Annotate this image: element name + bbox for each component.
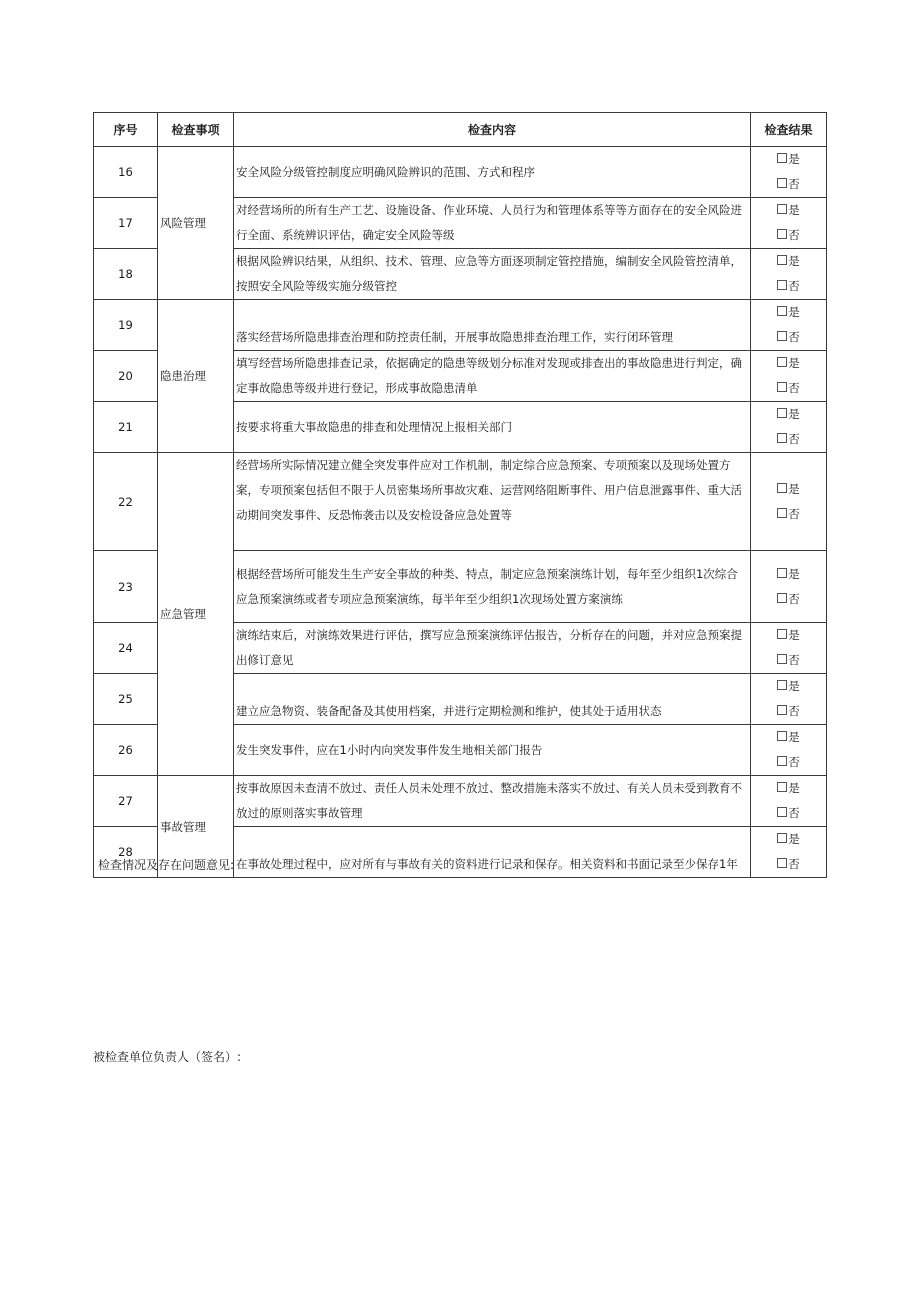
inspection-table: [93, 112, 827, 878]
checkbox-icon: [777, 255, 787, 265]
checkbox-icon: [777, 508, 787, 518]
category-cell: 事故管理: [158, 776, 234, 878]
yes-label: 是: [788, 679, 800, 693]
yes-checkbox[interactable]: [751, 249, 826, 274]
row-content: 发生突发事件，应在1小时内向突发事件发生地相关部门报告: [234, 725, 751, 776]
row-content: 根据风险辨识结果，从组织、技术、管理、应急等方面逐项制定管控措施，编制安全风险管控清单，按照安全风险等级实施分级管控: [234, 249, 751, 300]
yes-label: 是: [788, 481, 800, 496]
checkbox-icon: [777, 731, 787, 741]
no-label: 否: [788, 330, 800, 344]
yes-checkbox[interactable]: [751, 147, 826, 172]
row-content: 填写经营场所隐患排查记录，依据确定的隐患等级划分标准对发现或排查出的事故隐患进行判定，确定事故隐患等级并进行登记，形成事故隐患清单: [234, 351, 751, 402]
checkbox-icon: [777, 306, 787, 316]
no-checkbox[interactable]: [751, 172, 826, 197]
row-no: 18: [94, 249, 158, 300]
row-no: 16: [94, 147, 158, 198]
yes-label: 是: [788, 305, 800, 319]
yes-label: 是: [788, 730, 800, 744]
yes-label: 是: [788, 203, 800, 217]
row-no: 24: [94, 623, 158, 674]
result-cell: [751, 198, 827, 249]
no-checkbox[interactable]: [751, 325, 826, 350]
yes-checkbox[interactable]: [751, 623, 826, 648]
result-cell: [751, 776, 827, 827]
row-content: 落实经营场所隐患排查治理和防控责任制，开展事故隐患排查治理工作，实行闭环管理: [234, 300, 751, 351]
yes-label: 是: [788, 628, 800, 642]
table-row: [94, 147, 827, 198]
checkbox-icon: [777, 153, 787, 163]
table-row: [94, 776, 827, 827]
no-label: 否: [788, 228, 800, 242]
yes-checkbox[interactable]: [751, 562, 826, 587]
yes-checkbox[interactable]: [751, 300, 826, 325]
table-header-row: [94, 113, 827, 147]
no-checkbox[interactable]: [751, 750, 826, 775]
category-cell: 隐患治理: [158, 300, 234, 453]
result-cell: [751, 351, 827, 402]
no-checkbox[interactable]: [751, 274, 826, 299]
checkbox-icon: [777, 229, 787, 239]
no-checkbox[interactable]: [751, 502, 826, 527]
no-checkbox[interactable]: [751, 699, 826, 724]
category-cell: 风险管理: [158, 147, 234, 300]
no-label: 否: [788, 506, 800, 521]
no-checkbox[interactable]: [751, 376, 826, 401]
result-cell: [751, 249, 827, 300]
yes-checkbox[interactable]: [751, 674, 826, 699]
result-cell: [751, 674, 827, 725]
no-label: 否: [788, 177, 800, 191]
row-no: 22: [94, 453, 158, 551]
checkbox-icon: [777, 756, 787, 766]
row-no: 17: [94, 198, 158, 249]
no-checkbox[interactable]: [751, 852, 826, 877]
row-no: 19: [94, 300, 158, 351]
header-category: 检查事项: [158, 113, 234, 147]
checkbox-icon: [777, 483, 787, 493]
checkbox-icon: [777, 433, 787, 443]
checkbox-icon: [777, 782, 787, 792]
no-label: 否: [788, 591, 800, 606]
result-cell: [751, 827, 827, 878]
no-checkbox[interactable]: [751, 223, 826, 248]
no-label: 否: [788, 857, 800, 871]
signature-label: 被检查单位负责人（签名）:: [93, 1050, 242, 1064]
yes-label: 是: [788, 356, 800, 370]
row-no: 27: [94, 776, 158, 827]
row-content: 在事故处理过程中，应对所有与事故有关的资料进行记录和保存。相关资料和书面记录至少保存1年: [234, 827, 751, 878]
checkbox-icon: [777, 382, 787, 392]
no-label: 否: [788, 381, 800, 395]
row-no: 23: [94, 551, 158, 623]
checkbox-icon: [777, 807, 787, 817]
header-content: 检查内容: [234, 113, 751, 147]
header-result: 检查结果: [751, 113, 827, 147]
checkbox-icon: [777, 858, 787, 868]
result-cell: [751, 623, 827, 674]
yes-label: 是: [788, 566, 800, 581]
checkbox-icon: [777, 178, 787, 188]
checkbox-icon: [777, 680, 787, 690]
checkbox-icon: [777, 280, 787, 290]
checkbox-icon: [777, 629, 787, 639]
row-no: 21: [94, 402, 158, 453]
row-content: 按事故原因未查清不放过、责任人员未处理不放过、整改措施未落实不放过、有关人员未受到教育不放过的原则落实事故管理: [234, 776, 751, 827]
yes-label: 是: [788, 407, 800, 421]
yes-label: 是: [788, 832, 800, 846]
table-row: [94, 300, 827, 351]
checkbox-icon: [777, 705, 787, 715]
yes-label: 是: [788, 781, 800, 795]
row-content: 按要求将重大事故隐患的排查和处理情况上报相关部门: [234, 402, 751, 453]
no-checkbox[interactable]: [751, 587, 826, 612]
checkbox-icon: [777, 408, 787, 418]
no-label: 否: [788, 806, 800, 820]
yes-checkbox[interactable]: [751, 402, 826, 427]
checkbox-icon: [777, 204, 787, 214]
row-content: 根据经营场所可能发生生产安全事故的种类、特点，制定应急预案演练计划，每年至少组织1次综合应急预案演练或者专项应急预案演练，每半年至少组织1次现场处置方案演练: [234, 551, 751, 623]
row-content: 建立应急物资、装备配备及其使用档案，并进行定期检测和维护，使其处于适用状态: [234, 674, 751, 725]
yes-checkbox[interactable]: [751, 351, 826, 376]
no-label: 否: [788, 432, 800, 446]
result-cell: [751, 551, 827, 623]
checkbox-icon: [777, 331, 787, 341]
no-checkbox[interactable]: [751, 427, 826, 452]
row-content: 对经营场所的所有生产工艺、设施设备、作业环境、人员行为和管理体系等等方面存在的安全风险进行全面、系统辨识评估，确定安全风险等级: [234, 198, 751, 249]
checkbox-icon: [777, 654, 787, 664]
row-no: 28: [94, 827, 158, 878]
header-no: 序号: [94, 113, 158, 147]
yes-checkbox[interactable]: [751, 477, 826, 502]
result-cell: [751, 453, 827, 551]
checkbox-icon: [777, 593, 787, 603]
no-label: 否: [788, 704, 800, 718]
no-checkbox[interactable]: [751, 648, 826, 673]
row-no: 20: [94, 351, 158, 402]
checkbox-icon: [777, 568, 787, 578]
result-cell: [751, 402, 827, 453]
category-cell: 应急管理: [158, 453, 234, 776]
no-label: 否: [788, 755, 800, 769]
row-no: 26: [94, 725, 158, 776]
table-row: [94, 453, 827, 551]
row-content: 安全风险分级管控制度应明确风险辨识的范围、方式和程序: [234, 147, 751, 198]
row-content: 经营场所实际情况建立健全突发事件应对工作机制，制定综合应急预案、专项预案以及现场处置方案，专项预案包括但不限于人员密集场所事故灾难、运营网络阻断事件、用户信息泄露事件、重大活动期间突发事件、反恐怖袭击以及安检设备应急处置等: [234, 453, 751, 551]
no-checkbox[interactable]: [751, 801, 826, 826]
yes-checkbox[interactable]: [751, 725, 826, 750]
row-content: 演练结束后，对演练效果进行评估，撰写应急预案演练评估报告，分析存在的问题，并对应急预案提出修订意见: [234, 623, 751, 674]
result-cell: [751, 725, 827, 776]
yes-checkbox[interactable]: [751, 827, 826, 852]
yes-label: 是: [788, 254, 800, 268]
checkbox-icon: [777, 833, 787, 843]
checkbox-icon: [777, 357, 787, 367]
no-label: 否: [788, 653, 800, 667]
notes-label: 检查情况及存在问题意见:: [98, 858, 235, 872]
yes-checkbox[interactable]: [751, 198, 826, 223]
no-label: 否: [788, 279, 800, 293]
result-cell: [751, 147, 827, 198]
row-no: 25: [94, 674, 158, 725]
result-cell: [751, 300, 827, 351]
yes-label: 是: [788, 152, 800, 166]
yes-checkbox[interactable]: [751, 776, 826, 801]
